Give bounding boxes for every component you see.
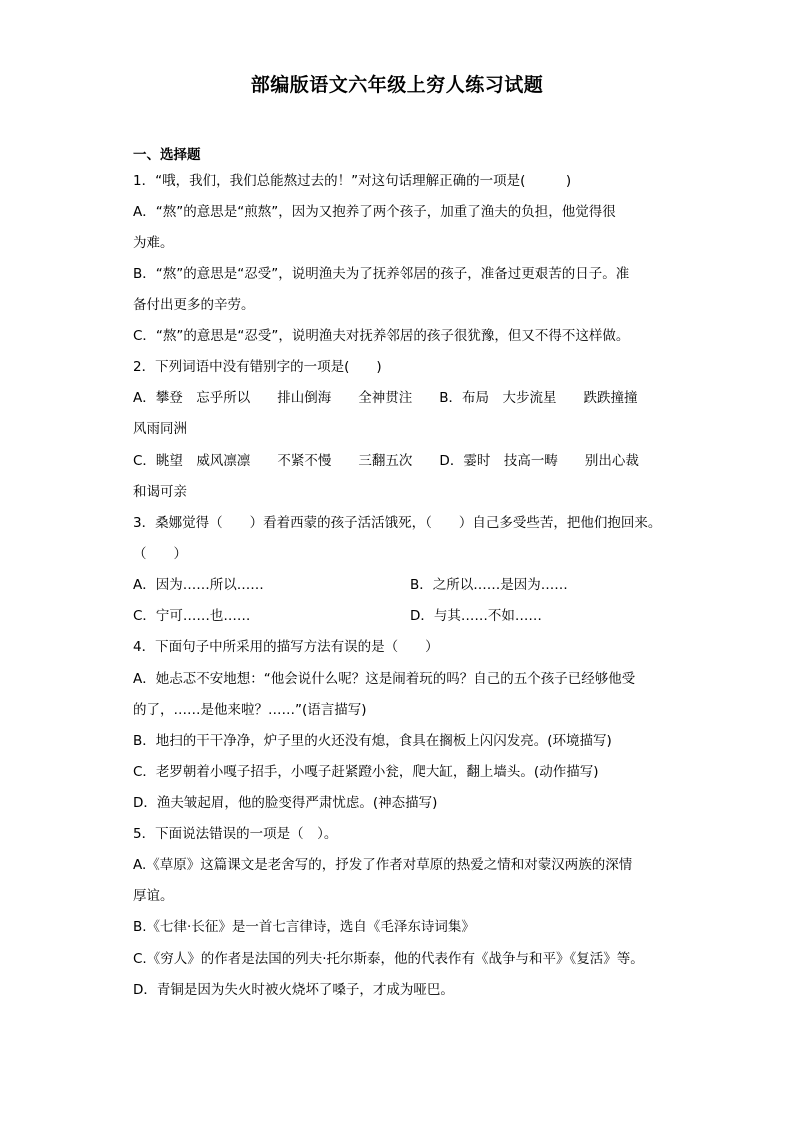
question-4-option-a-cont: 的了，……是他来啦？……”(语言描写) — [133, 702, 367, 718]
question-1-option-a: A．“熬”的意思是“煎熬”，因为又抱养了两个孩子，加重了渔夫的负担，他觉得很 — [133, 204, 616, 220]
question-4-option-b: B．地扫的干干净净，炉子里的火还没有熄，食具在搁板上闪闪发亮。(环境描写) — [133, 733, 612, 749]
question-1-stem: 1．“哦，我们，我们总能熬过去的！”对这句话理解正确的一项是( ) — [133, 173, 572, 189]
question-3-answer-paren: （ ） — [133, 546, 187, 562]
question-5-option-a-cont: 厚谊。 — [133, 888, 174, 904]
question-5-option-b: B.《七律·长征》是一首七言律诗，选自《毛泽东诗词集》 — [133, 919, 475, 935]
question-2-options-ab: A．攀登 忘乎所以 排山倒海 全神贯注 B．布局 大步流星 跌跌撞撞 — [133, 390, 638, 406]
question-2-options-cd: C．眺望 威风凛凛 不紧不慢 三翻五次 D．霎时 技高一畴 别出心裁 — [133, 453, 639, 469]
question-4-option-a: A．她忐忑不安地想：“他会说什么呢？这是闹着玩的吗？自己的五个孩子已经够他受 — [133, 671, 636, 687]
question-2-options-cd-cont: 和谒可亲 — [133, 484, 187, 500]
question-3-option-c: C．宁可……也…… — [133, 608, 251, 624]
question-3-option-d: D．与其……不如…… — [410, 608, 542, 624]
section-heading: 一、选择题 — [133, 147, 201, 163]
question-1-option-b-cont: 备付出更多的辛劳。 — [133, 297, 255, 313]
question-4-option-d: D．渔夫皱起眉，他的脸变得严肃忧虑。(神态描写) — [133, 795, 438, 811]
question-3-option-b: B．之所以……是因为…… — [410, 577, 568, 593]
question-4-option-c: C．老罗朝着小嘎子招手，小嘎子赶紧蹬小瓮，爬大缸，翻上墙头。(动作描写) — [133, 764, 599, 780]
question-2-options-ab-cont: 风雨同洲 — [133, 421, 187, 437]
question-1-option-b: B．“熬”的意思是“忍受”，说明渔夫为了抚养邻居的孩子，准备过更艰苦的日子。准 — [133, 266, 630, 282]
page-title: 部编版语文六年级上穷人练习试题 — [250, 74, 544, 96]
question-5-option-d: D．青铜是因为失火时被火烧坏了嗓子，才成为哑巴。 — [133, 982, 454, 998]
question-1-option-c: C．“熬”的意思是“忍受”，说明渔夫对抚养邻居的孩子很犹豫，但又不得不这样做。 — [133, 328, 630, 344]
question-5-stem: 5．下面说法错误的一项是（ ）。 — [133, 826, 338, 842]
question-5-option-a: A.《草原》这篇课文是老舍写的，抒发了作者对草原的热爱之情和对蒙汉两族的深情 — [133, 857, 633, 873]
question-3-option-a: A．因为……所以…… — [133, 577, 264, 593]
question-3-stem: 3．桑娜觉得（ ）看着西蒙的孩子活活饿死，（ ）自己多受些苦，把他们抱回来。 — [133, 515, 662, 531]
question-1-option-a-cont: 为难。 — [133, 235, 174, 251]
question-5-option-c: C.《穷人》的作者是法国的列夫·托尔斯泰，他的代表作有《战争与和平》《复活》等。 — [133, 951, 644, 967]
question-2-stem: 2．下列词语中没有错别字的一项是( ) — [133, 359, 382, 375]
question-4-stem: 4．下面句子中所采用的描写方法有误的是（ ） — [133, 639, 439, 655]
